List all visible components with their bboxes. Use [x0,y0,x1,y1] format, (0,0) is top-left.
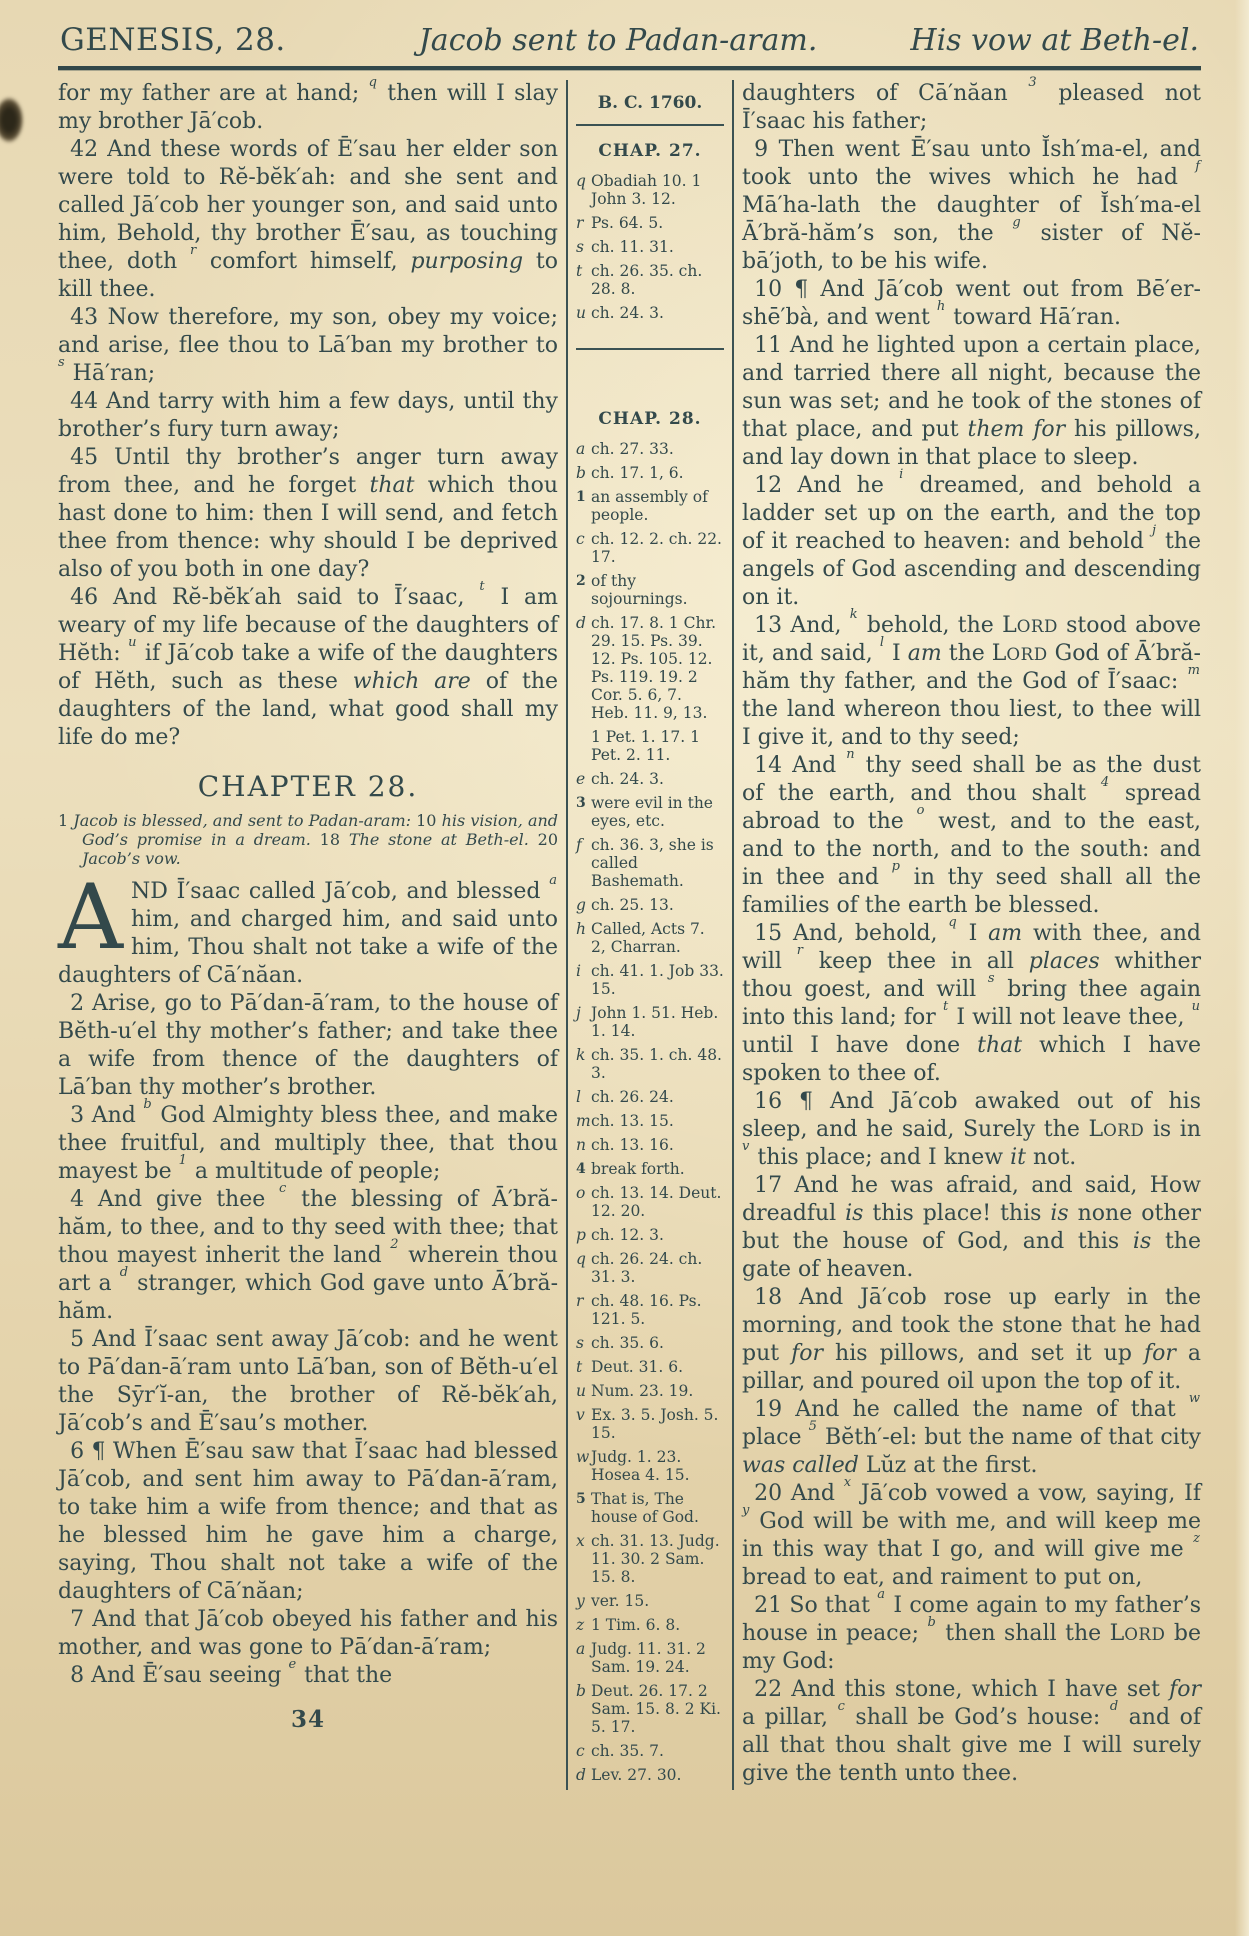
verse-paragraph: 14 And $^n$ thy seed shall be as the dust of the earth, and thou shalt $^4$ spread abroad to the $^o$ west, and to the east, and to the north, and to the south: and in thee and $^p$ in thy seed shall all the families of the earth be blessed. [742,746,1202,918]
reference-marker: g [576,896,586,914]
reference-text: ch. 13. 16. [591,1136,674,1154]
reference-marker: 1 [576,489,586,505]
cross-reference [576,1742,724,1760]
reference-marker: v [576,1406,585,1424]
cross-reference [576,1250,724,1286]
cross-reference [576,1088,724,1106]
reference-text: ch. 17. 8. 1 Chr. 29. 15. Ps. 39. 12. Ps. 105. 12. Ps. 119. 19. 2 Cor. 5. 6, 7. Heb. 11. 9, 13. [591,614,717,722]
reference-marker: h [576,920,586,938]
bc-date: B. C. 1760. [597,93,703,113]
drop-cap: A [58,865,123,970]
verse-paragraph: 22 And this stone, which I have set for a pillar, $^c$ shall be God’s house: $^d$ and of all that thou shalt give me I will surely give the tenth unto thee. [742,1677,1201,1786]
cross-reference [576,1592,724,1610]
cross-ref-marker: f [1195,158,1200,174]
verse-paragraph: 3 And $^b$ God Almighty bless thee, and make thee fruitful, and multiply thee, that thou mayest be $^1$ a multitude of people; [58,1096,558,1184]
cross-reference [576,262,724,298]
verse-paragraph: 44 And tarry with him a few days, until thy brother’s fury turn away; [58,389,558,442]
reference-text: Lev. 27. 30. [591,1766,682,1784]
cross-ref-marker: b [143,1096,152,1112]
reference-marker: t [576,262,583,280]
verse-paragraph: 15 And, behold, $^q$ I am with thee, and will $^r$ keep thee in all places whither thou goest, and will $^s$ bring thee again into this land; for $^t$ I will not leave thee, $^u$ until I have done that which I have spoken to thee of. [742,914,1202,1086]
chap-28-heading: CHAP. 28. [598,409,702,429]
reference-marker: 4 [576,1161,586,1177]
reference-text: an assembly of people. [591,488,708,524]
reference-rule [576,124,724,126]
cross-reference [576,530,724,566]
cross-ref-marker: r [189,242,197,258]
reference-marker: e [576,770,586,788]
verse-paragraph: daughters of Cā′năan $^3$ pleased not Ī′saac his father; [742,74,1202,134]
cross-reference [576,1160,724,1178]
reference-text: ch. 24. 3. [591,770,664,788]
cross-ref-marker: d [1109,1698,1119,1714]
reference-text: Num. 23. 19. [591,1382,694,1400]
reference-marker: z [576,1616,585,1634]
chapter-summary: 1 Jacob is blessed, and sent to Padan-aram: 10 his vision, and God’s promise in a dream. 18 The stone at Beth-el. 20 Jacob’s vow. [58,811,559,868]
chap-27-references [576,172,724,322]
reference-marker: q [576,172,586,190]
reference-text: ch. 25. 13. [591,896,674,914]
reference-text: ch. 26. 24. [591,1088,674,1106]
verse-paragraph: 16 ¶ And Jā′cob awaked out of his sleep, and he said, Surely the LORD is in $^v$ this place; and I knew it not. [742,1089,1201,1170]
reference-marker: r [576,1292,584,1310]
cross-reference [576,1640,724,1676]
reference-text: ver. 15. [591,1592,650,1610]
page-title: GENESIS, 28. [60,22,286,58]
reference-text: ch. 11. 31. [591,238,674,256]
reference-text: John 1. 51. Heb. 1. 14. [591,1004,719,1040]
cross-reference [576,1112,724,1130]
cross-ref-marker: c [279,1180,287,1196]
cross-ref-marker: 1 [178,1152,187,1168]
verse-paragraph: 17 And he was afraid, and said, How dreadful is this place! this is none other but the house of God, and this is the gate of heaven. [742,1173,1201,1282]
verse-paragraph: for my father are at hand; $^q$ then will I slay my brother Jā′cob. [58,74,558,134]
cross-reference [576,214,724,232]
reference-text: Judg. 1. 23. Hosea 4. 15. [591,1448,690,1484]
cross-ref-marker: u [128,634,137,650]
column-divider-left [566,80,568,1790]
cross-reference [576,1766,724,1784]
cross-ref-marker: t [942,998,949,1014]
cross-ref-marker: y [742,1502,750,1518]
cross-ref-marker: o [916,802,925,818]
reference-text: Deut. 26. 17. 2 Sam. 15. 8. 2 Ki. 5. 17. [591,1682,721,1736]
reference-marker: c [576,530,585,548]
reference-marker: j [576,1004,581,1022]
verse-paragraph: 9 Then went Ē′sau unto Ĭsh′ma-el, and took unto the wives which he had $^f$ Mā′ha-lath the daughter of Ĭsh′ma-el Ā′bră-hăm’s son, the $^g$ sister of Nĕ-bā′joth, to be his wife. [742,137,1201,274]
reference-text: ch. 12. 3. [591,1226,664,1244]
reference-marker: 5 [576,1491,586,1507]
reference-marker: i [576,962,581,980]
verse-paragraph: 43 Now therefore, my son, obey my voice; and arise, flee thou to Lā′ban my brother to $^s$ Hā′ran; [58,305,558,386]
verse-paragraph: AND Ī′saac called Jā′cob, and blessed $^a$ him, and charged him, and said unto him, Thou shalt not take a wife of the daughters of Cā′năan. [58,865,558,988]
verse-paragraph: 42 And these words of Ē′sau her elder son were told to Rĕ-bĕk′ah: and she sent and called Jā′cob her younger son, and said unto him, Behold, thy brother Ē′sau, as touching thee, doth $^r$ comfort himself, purposing to kill thee. [58,137,558,302]
cross-ref-marker: i [899,466,904,482]
left-text-column [58,74,559,1790]
running-head-right: His vow at Beth-el. [910,23,1199,58]
reference-marker: r [576,214,584,232]
cross-ref-marker: q [368,74,377,90]
cross-ref-marker: u [1191,998,1200,1014]
reference-marker: m [576,1112,591,1130]
reference-marker: a [576,440,586,458]
cross-reference [576,1448,724,1484]
reference-text: That is, The house of God. [591,1490,699,1526]
reference-text: ch. 35. 1. ch. 48. 3. [591,1046,722,1082]
cross-reference [576,172,724,208]
reference-text: ch. 41. 1. Job 33. 15. [591,962,724,998]
reference-marker: u [576,1382,586,1400]
reference-marker: b [576,1682,586,1700]
reference-text: Called, Acts 7. 2, Charran. [591,920,705,956]
cross-ref-marker: c [837,1698,845,1714]
cross-reference [576,572,724,608]
reference-text: Ex. 3. 5. Josh. 5. 15. [591,1406,719,1442]
reference-marker: y [576,1592,585,1610]
reference-marker: q [576,1250,586,1268]
cross-reference [576,896,724,914]
reference-marker: a [576,1640,586,1658]
reference-marker: b [576,464,586,482]
cross-ref-marker: h [936,298,946,314]
reference-text: ch. 13. 14. Deut. 12. 20. [591,1184,722,1220]
verse-paragraph: 21 So that $^a$ I come again to my father’s house in peace; $^b$ then shall the LORD be my God: [742,1586,1201,1674]
reference-marker: p [576,1226,586,1244]
cross-ref-marker: r [796,942,803,958]
cross-reference [576,794,724,830]
cross-reference [576,1616,724,1634]
reference-marker: l [576,1088,581,1106]
cross-reference [576,728,724,764]
cross-ref-marker: k [849,606,858,622]
cross-ref-marker: 4 [1100,774,1110,790]
cross-reference [576,1490,724,1526]
reference-marker: 3 [576,795,586,811]
cross-ref-marker: 2 [390,1236,399,1252]
reference-marker: o [576,1184,586,1202]
cross-reference [576,1334,724,1352]
cross-reference [576,1004,724,1040]
cross-ref-marker: a [549,872,557,888]
reference-marker: x [576,1532,585,1550]
reference-column [576,80,724,1790]
cross-reference [576,1682,724,1736]
page-columns [58,70,1201,1790]
cross-ref-marker: a [877,1586,886,1602]
reference-text: ch. 12. 2. ch. 22. 17. [591,530,722,566]
cross-reference [576,614,724,722]
verse-paragraph: 13 And, $^k$ behold, the LORD stood above it, and said, $^l$ I am the LORD God of Ā′bră-hăm thy father, and the God of Ī′saac: $^m$ the land whereon thou liest, to thee will I give it, and to thy seed; [742,606,1201,750]
column-divider-right [732,80,734,1790]
reference-text: Obadiah 10. 1 John 3. 12. [591,172,702,208]
cross-reference [576,1226,724,1244]
paper-edge [1235,0,1249,1936]
cross-ref-marker: s [987,970,995,986]
reference-text: 1 Pet. 1. 17. 1 Pet. 2. 11. [591,728,700,764]
cross-reference [576,488,724,524]
cross-ref-marker: j [1151,522,1156,538]
right-text-column [742,74,1202,1790]
cross-ref-marker: s [58,354,65,370]
chap-27-heading: CHAP. 27. [598,141,702,161]
cross-ref-marker: g [1012,214,1021,230]
reference-marker: 2 [576,573,586,589]
cross-ref-marker: t [479,578,485,594]
cross-reference [576,464,724,482]
reference-text: Deut. 31. 6. [591,1358,684,1376]
cross-ref-marker: v [742,1138,750,1154]
cross-ref-marker: l [879,634,884,650]
reference-marker: s [576,238,584,256]
cross-ref-marker: x [843,1474,852,1490]
reference-text: ch. 31. 13. Judg. 11. 30. 2 Sam. 15. 8. [591,1532,720,1586]
reference-text: ch. 26. 24. ch. 31. 3. [591,1250,703,1286]
reference-marker: w [576,1448,590,1466]
verse-paragraph: 8 And Ē′sau seeing $^e$ that the [70,1656,393,1688]
cross-reference [576,1406,724,1442]
page-hole-stain [0,90,28,150]
cross-reference [576,1382,724,1400]
cross-ref-marker: 5 [808,1418,817,1434]
verse-paragraph: 19 And he called the name of that $^w$ place $^5$ Bĕth′-el: but the name of that city was called Lŭz at the first. [742,1390,1201,1478]
cross-reference [576,440,724,458]
page-header [58,10,1201,66]
cross-reference [576,1532,724,1586]
cross-reference [576,1292,724,1328]
verse-paragraph: 7 And that Jā′cob obeyed his father and his mother, and was gone to Pā′dan-ā′ram; [58,1607,558,1660]
reference-marker: f [576,836,582,854]
reference-text: ch. 24. 3. [591,304,664,322]
cross-reference [576,238,724,256]
verse-paragraph: 12 And he $^i$ dreamed, and behold a ladder set up on the earth, and the top of it reached to heaven: and behold $^j$ the angels of God ascending and descending on it. [742,466,1201,610]
verse-paragraph: 4 And give thee $^c$ the blessing of Ā′bră-hăm, to thee, and to thy seed with thee; that thou mayest inherit the land $^2$ wherein thou art a $^d$ stranger, which God gave unto Ā′bră-hăm. [58,1180,559,1324]
reference-marker: s [576,1334,584,1352]
cross-ref-marker: m [1187,662,1200,678]
cross-ref-marker: 3 [1028,74,1037,90]
cross-ref-marker: b [927,1614,936,1630]
reference-text: ch. 35. 7. [591,1742,664,1760]
chap-28-references [576,440,724,1784]
reference-text: Judg. 11. 31. 2 Sam. 19. 24. [591,1640,706,1676]
reference-marker: n [576,1136,586,1154]
reference-text: ch. 27. 33. [591,440,674,458]
cross-reference [576,1046,724,1082]
cross-ref-marker: p [891,858,900,874]
cross-reference [576,962,724,998]
reference-text: of thy sojournings. [591,572,688,608]
cross-ref-marker: q [948,914,957,930]
cross-ref-marker: n [846,746,855,762]
reference-marker: d [576,614,586,632]
verse-paragraph: 2 Arise, go to Pā′dan-ā′ram, to the house of Bĕth-u′el thy mother’s father; and take thee a wife from thence of the daughters of Lā′ban thy mother’s brother. [58,991,558,1100]
cross-reference [576,770,724,788]
running-head-center: Jacob sent to Padan-aram. [418,23,818,58]
verse-paragraph: 5 And Ī′saac sent away Jā′cob: and he went to Pā′dan-ā′ram unto Lā′ban, son of Bĕth-u′el the Sȳr′ĭ-an, the brother of Rĕ-bĕk′ah, Jā′cob’s and Ē′sau’s mother. [58,1327,558,1436]
cross-reference [576,1184,724,1220]
reference-text: 1 Tim. 6. 8. [591,1616,681,1634]
reference-marker: d [576,1766,586,1784]
cross-ref-marker: d [119,1264,129,1280]
reference-text: ch. 36. 3, she is called Bashemath. [591,836,714,890]
reference-marker: k [576,1046,586,1064]
reference-text: ch. 13. 15. [591,1112,674,1130]
reference-text: were evil in the eyes, etc. [591,794,713,830]
reference-text: ch. 26. 35. ch. 28. 8. [591,262,703,298]
reference-marker [576,728,591,764]
reference-text: ch. 35. 6. [591,1334,664,1352]
page-number: 34 [290,1706,325,1733]
verse-paragraph: 6 ¶ When Ē′sau saw that Ī′saac had blessed Jā′cob, and sent him away to Pā′dan-ā′ram, to take him a wife from thence; and that as he blessed him he gave him a charge, saying, Thou shalt not take a wife of the daughters of Cā′năan; [58,1439,558,1604]
verse-paragraph: 11 And he lighted upon a certain place, and tarried there all night, because the sun was set; and he took of the stones of that place, and put them for his pillows, and lay down in that place to sleep. [742,333,1201,470]
reference-text: ch. 17. 1, 6. [591,464,684,482]
chapter-heading: CHAPTER 28. [197,770,419,803]
verse-paragraph: 46 And Rĕ-bĕk′ah said to Ī′saac, $^t$ I am weary of my life because of the daughters of Hĕth: $^u$ if Jā′cob take a wife of the daughters of Hĕth, such as these which are of the daughters of the land, what good shall my life do me? [58,578,559,750]
verse-paragraph: 45 Until thy brother’s anger turn away from thee, and he forget that which thou hast done to him: then I will send, and fetch thee from thence: why should I be deprived also of you both in one day? [58,445,558,582]
cross-reference [576,1136,724,1154]
reference-marker: c [576,1742,585,1760]
cross-ref-marker: z [1193,1530,1200,1546]
reference-text: ch. 48. 16. Ps. 121. 5. [591,1292,702,1328]
reference-text: Ps. 64. 5. [591,214,664,232]
reference-rule [576,348,724,350]
verse-paragraph: 18 And Jā′cob rose up early in the morning, and took the stone that he had put for his pillows, and set it up for a pillar, and poured oil upon the top of it. [742,1285,1201,1394]
reference-marker: t [576,1358,583,1376]
cross-reference [576,920,724,956]
cross-ref-marker: e [288,1656,297,1672]
reference-text: break forth. [591,1160,685,1178]
cross-reference [576,304,724,322]
cross-reference [576,836,724,890]
cross-reference [576,1358,724,1376]
reference-marker: u [576,304,586,322]
verse-paragraph: 10 ¶ And Jā′cob went out from Bē′er-shē′bà, and went $^h$ toward Hā′ran. [742,277,1201,330]
verse-paragraph: 20 And $^x$ Jā′cob vowed a vow, saying, If $^y$ God will be with me, and will keep me in this way that I go, and will give me $^z$ bread to eat, and raiment to put on, [742,1474,1201,1590]
cross-ref-marker: w [1188,1390,1200,1406]
